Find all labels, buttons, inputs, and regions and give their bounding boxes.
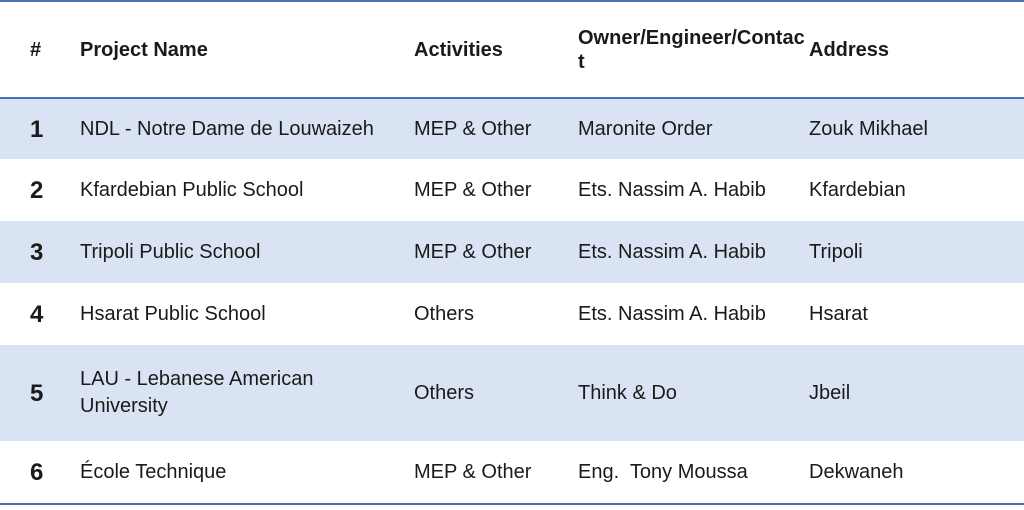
- table-row: [0, 283, 1024, 345]
- row-project-name: NDL - Notre Dame de Louwaizeh: [80, 117, 374, 140]
- row-activities: MEP & Other: [414, 178, 532, 201]
- header-address: Address: [809, 38, 890, 61]
- row-number: 1: [30, 115, 44, 143]
- row-activities: Others: [414, 381, 475, 404]
- header-project-name: Project Name: [80, 38, 208, 61]
- table-row: [0, 159, 1024, 221]
- row-address: Jbeil: [809, 381, 851, 404]
- header-owner: Owner/Engineer/Contact: [578, 26, 805, 73]
- table-bottom-rule: [0, 503, 1024, 505]
- row-project-name: École Technique: [80, 460, 227, 483]
- table-row: [0, 345, 1024, 441]
- row-activities: MEP & Other: [414, 460, 532, 483]
- row-number: 2: [30, 176, 44, 204]
- row-activities: Others: [414, 302, 475, 325]
- row-activities: MEP & Other: [414, 117, 532, 140]
- row-project-name: Tripoli Public School: [80, 240, 261, 263]
- row-owner: Ets. Nassim A. Habib: [578, 302, 766, 325]
- row-project-name: Hsarat Public School: [80, 302, 266, 325]
- row-owner: Ets. Nassim A. Habib: [578, 240, 766, 263]
- row-address: Tripoli: [809, 240, 863, 263]
- row-address: Kfardebian: [809, 178, 906, 201]
- row-owner: Maronite Order: [578, 117, 713, 140]
- row-number: 6: [30, 458, 44, 486]
- row-project-name: LAU - Lebanese American University: [80, 368, 314, 417]
- header-activities: Activities: [414, 38, 503, 61]
- row-number: 4: [30, 300, 44, 328]
- header-number: #: [30, 38, 42, 61]
- row-owner: Eng. Tony Moussa: [578, 460, 748, 483]
- row-address: Zouk Mikhael: [809, 117, 928, 140]
- row-number: 3: [30, 238, 44, 266]
- row-address: Hsarat: [809, 302, 868, 325]
- table-row: [0, 221, 1024, 283]
- row-address: Dekwaneh: [809, 460, 904, 483]
- row-project-name: Kfardebian Public School: [80, 178, 304, 201]
- row-owner: Think & Do: [578, 381, 677, 404]
- row-number: 5: [30, 379, 44, 407]
- row-owner: Ets. Nassim A. Habib: [578, 178, 766, 201]
- table-header-row: [0, 2, 1024, 97]
- table-row: [0, 99, 1024, 159]
- row-activities: MEP & Other: [414, 240, 532, 263]
- table-row: [0, 441, 1024, 503]
